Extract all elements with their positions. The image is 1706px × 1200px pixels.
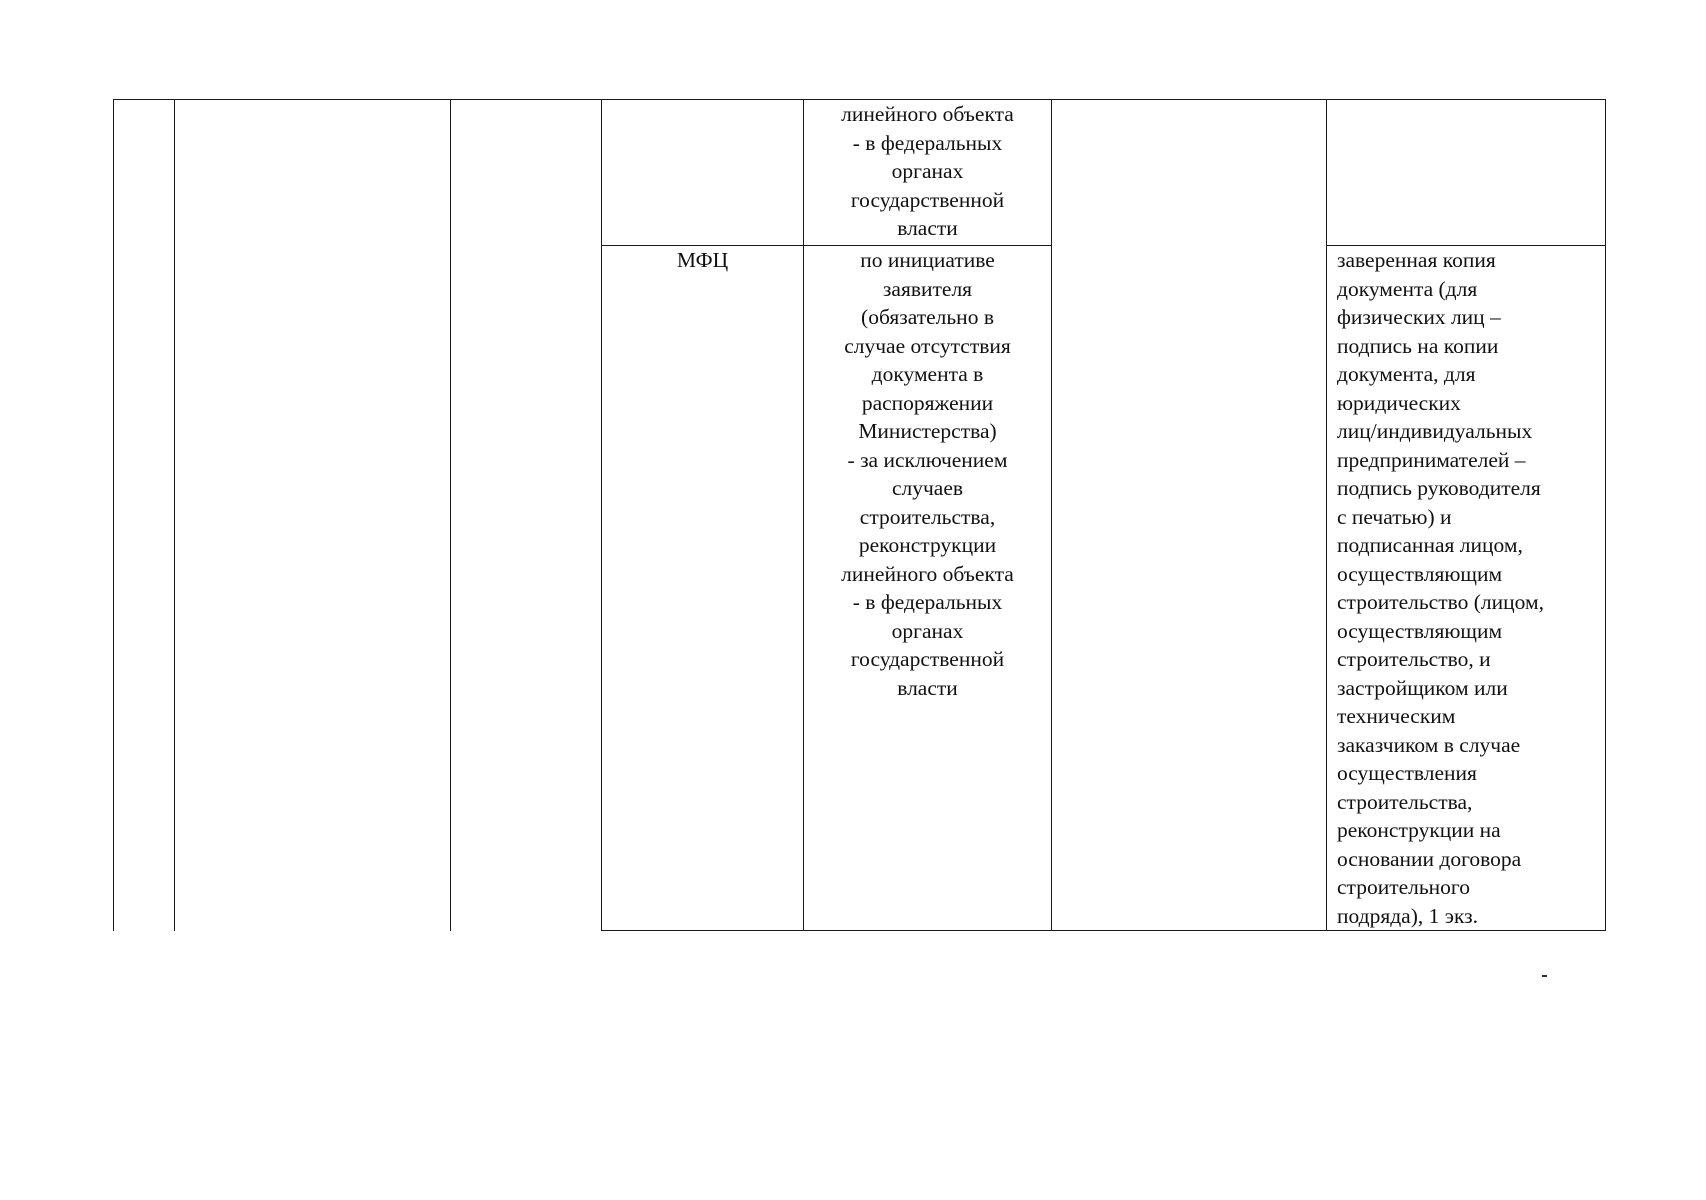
table-cell-col3 <box>451 100 602 931</box>
table-cell-col5-row2 <box>804 246 1052 931</box>
stray-mark <box>1542 975 1547 977</box>
table-cell-col5-row1 <box>804 100 1052 246</box>
table-row <box>114 100 1606 246</box>
table-cell-col7-row1 <box>1327 100 1606 246</box>
table-cell-col4-row1 <box>602 100 804 246</box>
document-table <box>113 99 1606 931</box>
cell-text-row1-col5: линейного объекта - в федеральных органах государственной власти <box>841 102 1014 240</box>
table-cell-col2 <box>175 100 451 931</box>
table-cell-col6 <box>1052 100 1327 931</box>
table-cell-col7-row2 <box>1327 246 1606 931</box>
cell-text-row2-col4: МФЦ <box>676 248 729 272</box>
table-cell-col1 <box>114 100 175 931</box>
cell-text-row2-col5: по инициативе заявителя (обязательно в случае отсутствия документа в распоряжении Министерства) - за исключением случаев строительства, реконструкции линейного объекта - в федеральных органах государственной власти <box>841 248 1014 700</box>
cell-text-row2-col7: заверенная копия документа (для физических лиц – подпись на копии документа, для юридических лиц/индивидуальных предпринимателей – подпись руководителя с печатью) и подписанная лицом, осуществляющим строительство (лицом, осуществляющим строительство, и застройщиком или техническим заказчиком в случае осуществления строительства, реконструкции на основании договора строительного подряда), 1 экз. <box>1337 248 1544 928</box>
table-cell-col4-row2 <box>602 246 804 931</box>
